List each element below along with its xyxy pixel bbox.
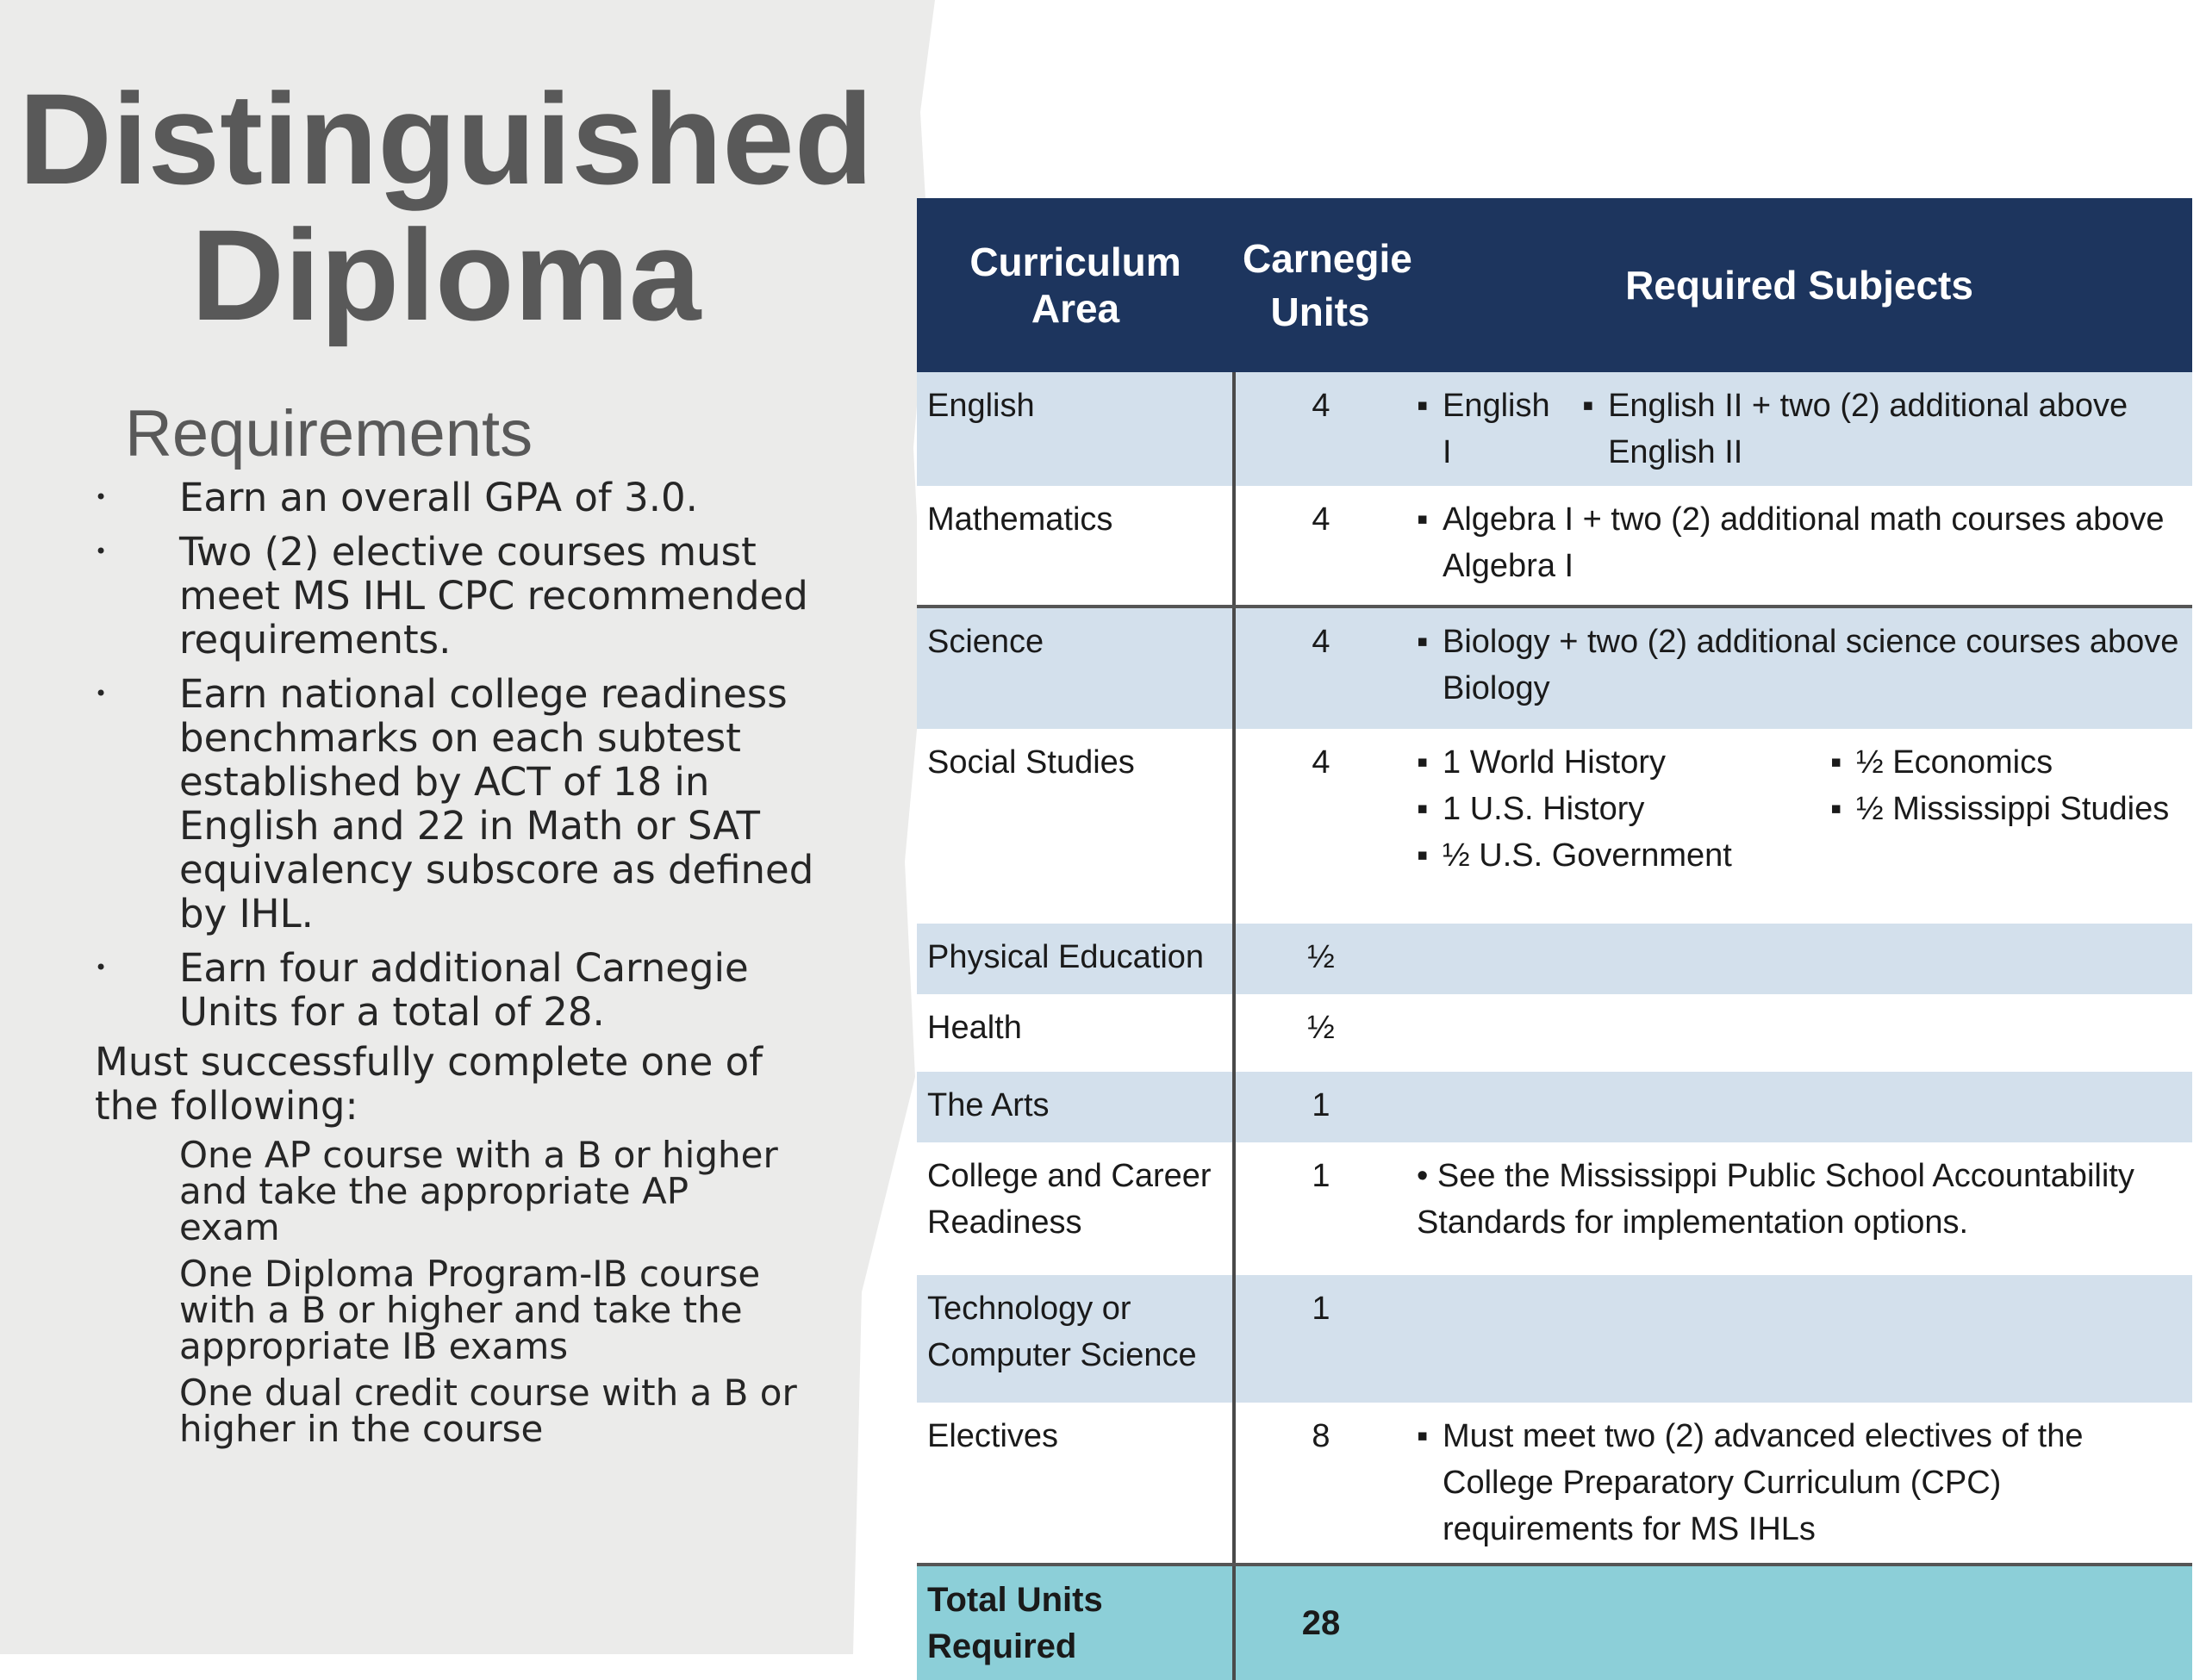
row-units: 4 [1234,486,1406,607]
subject-item: ▪ ½ Mississippi Studies [1830,786,2175,832]
row-units: 4 [1234,607,1406,729]
row-subjects [1406,1403,2192,1565]
row-subjects [1406,486,2192,607]
total-label: Total Units Required [917,1565,1234,1680]
table-row [917,924,2192,994]
subject-item: ▪ Must meet two (2) advanced electives of the College Preparatory Curriculum (CPC) requirements for MS IHLs [1417,1413,2182,1552]
table-row [917,607,2192,729]
row-units: 4 [1234,729,1406,924]
title-line-2: Diploma [190,202,701,347]
table-row [917,486,2192,607]
row-subjects [1406,1275,2192,1403]
row-units: ½ [1234,994,1406,1072]
row-area: Science [917,607,1234,729]
requirements-heading: Requirements [125,397,533,470]
row-units: 8 [1234,1403,1406,1565]
requirements-list [95,476,819,1044]
requirement-item: • Earn four additional Carnegie Units for a total of 28. [95,946,819,1034]
requirements-table [917,198,2192,1680]
option-item: One AP course with a B or higher and take the appropriate AP exam [179,1134,778,1248]
row-subjects [1406,1072,2192,1142]
row-subjects [1406,372,2192,486]
subject-item: ▪ English I [1417,383,1551,476]
requirement-item: • Earn national college readiness benchmarks on each subtest established by ACT of 18 in English and 22 in Math or SAT equivalency subscore as defined by IHL. [95,672,819,936]
header-units-line-1: Carnegie [1243,236,1412,281]
page-title [0,66,892,347]
header-carnegie-units [1234,198,1412,372]
header-curriculum-area: Curriculum Area [917,198,1234,372]
row-subjects [1406,607,2192,729]
row-area: Health [917,994,1234,1072]
table-header-row [917,198,2192,372]
must-complete-text: Must successfully complete one of the following: [95,1039,763,1129]
subject-item: ▪ English II + two (2) additional above English II [1582,383,2182,476]
row-subjects [1406,924,2192,994]
row-area: English [917,372,1234,486]
row-subjects [1406,994,2192,1072]
header-units-line-2: Units [1270,289,1370,334]
table-row [917,1275,2192,1403]
table-row [917,1403,2192,1565]
row-area: The Arts [917,1072,1234,1142]
row-area: Electives [917,1403,1234,1565]
row-area: Social Studies [917,729,1234,924]
subject-item: ▪ 1 U.S. History [1417,786,1830,832]
row-units: ½ [1234,924,1406,994]
subject-note: • See the Mississippi Public School Accountability Standards for implementation options. [1417,1158,2134,1241]
row-units: 1 [1234,1142,1406,1275]
row-subjects [1406,1142,2192,1275]
requirement-item: • Two (2) elective courses must meet MS IHL CPC recommended requirements. [95,530,819,662]
row-units: 4 [1234,372,1406,486]
row-area: College and Career Readiness [917,1142,1234,1275]
row-area: Mathematics [917,486,1234,607]
subject-item: ▪ 1 World History [1417,739,1830,786]
requirements-table-container [917,198,2192,1680]
title-line-1: Distinguished [18,66,874,211]
row-area: Technology or Computer Science [917,1275,1234,1403]
row-subjects [1406,729,2192,924]
table-row [917,372,2192,486]
option-item: One Diploma Program-IB course with a B or higher and take the appropriate IB exams [179,1253,761,1367]
table-row [917,729,2192,924]
subject-item: ▪ Biology + two (2) additional science courses above Biology [1417,619,2182,712]
table-row [917,1142,2192,1275]
row-units: 1 [1234,1072,1406,1142]
total-units: 28 [1234,1565,1406,1680]
option-item: One dual credit course with a B or higher in the course [179,1372,797,1450]
subject-item: ▪ ½ U.S. Government [1417,832,1830,879]
row-units: 1 [1234,1275,1406,1403]
table-row [917,1072,2192,1142]
table-total-row [917,1565,2192,1680]
header-required-subjects: Required Subjects [1406,198,2192,372]
subject-item: ▪ Algebra I + two (2) additional math courses above Algebra I [1417,496,2182,589]
total-empty-cell [1406,1565,2192,1680]
table-row [917,994,2192,1072]
requirement-item: • Earn an overall GPA of 3.0. [95,476,819,520]
options-list [179,1134,800,1458]
subject-item: ▪ ½ Economics [1830,739,2175,786]
row-area: Physical Education [917,924,1234,994]
